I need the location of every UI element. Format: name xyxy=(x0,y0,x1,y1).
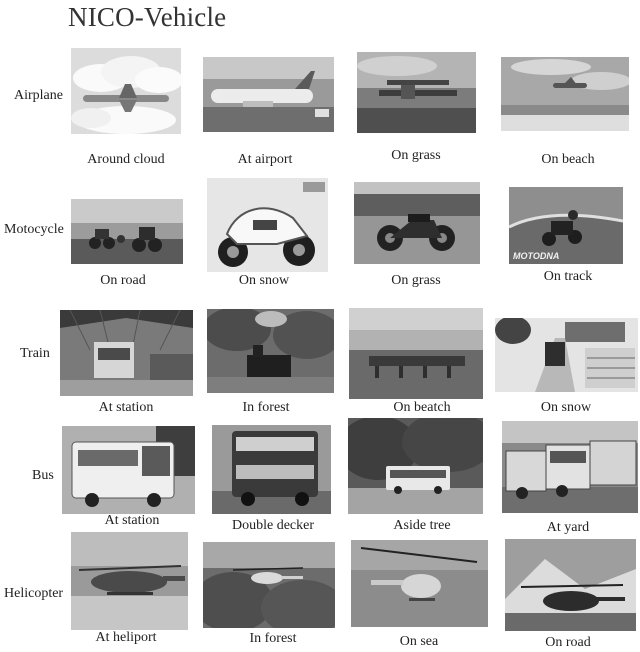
caption-airplane-on-grass: On grass xyxy=(391,148,441,163)
photo-train-in-forest xyxy=(207,309,334,393)
photo-train-on-beatch xyxy=(349,308,483,399)
caption-helicopter-on-sea: On sea xyxy=(399,634,439,649)
photo-helicopter-on-sea xyxy=(351,540,488,627)
caption-motocycle-on-track: On track xyxy=(543,269,593,284)
photo-helicopter-at-heliport xyxy=(71,532,188,630)
caption-airplane-at-airport: At airport xyxy=(237,152,293,167)
photo-bus-aside-tree xyxy=(348,418,483,514)
photo-motocycle-on-road xyxy=(71,199,183,264)
caption-motocycle-on-road: On road xyxy=(100,273,146,288)
caption-motocycle-on-snow: On snow xyxy=(238,273,290,288)
caption-bus-aside-tree: Aside tree xyxy=(393,518,451,533)
photo-airplane-around-cloud xyxy=(71,48,181,134)
caption-train-in-forest: In forest xyxy=(242,400,290,415)
photo-motocycle-on-snow xyxy=(207,178,328,272)
photo-bus-at-station xyxy=(62,426,195,514)
caption-bus-double-decker: Double decker xyxy=(231,518,315,533)
photo-airplane-at-airport xyxy=(203,57,334,132)
photo-motocycle-on-grass xyxy=(354,182,480,264)
caption-airplane-on-beach: On beach xyxy=(541,152,595,167)
caption-train-on-beatch: On beatch xyxy=(393,400,451,415)
caption-helicopter-on-road: On road xyxy=(545,635,591,650)
track-watermark: MOTODNA xyxy=(513,251,560,261)
figure-title: NICO-Vehicle xyxy=(68,2,227,32)
photo-helicopter-in-forest xyxy=(203,542,335,628)
photo-train-on-snow xyxy=(495,318,638,392)
photo-airplane-on-beach xyxy=(501,57,629,131)
photo-motocycle-on-track xyxy=(509,187,623,264)
row-label-helicopter: Helicopter xyxy=(4,586,64,601)
caption-motocycle-on-grass: On grass xyxy=(391,273,441,288)
caption-train-at-station: At station xyxy=(98,400,154,415)
caption-bus-at-yard: At yard xyxy=(546,520,590,535)
row-label-bus: Bus xyxy=(32,468,54,483)
row-label-motocycle: Motocycle xyxy=(4,222,64,237)
photo-train-at-station xyxy=(60,310,193,396)
caption-helicopter-in-forest: In forest xyxy=(249,631,297,646)
caption-airplane-around-cloud: Around cloud xyxy=(87,152,165,167)
photo-bus-double-decker xyxy=(212,425,331,514)
caption-helicopter-at-heliport: At heliport xyxy=(95,630,157,645)
photo-bus-at-yard xyxy=(502,421,638,513)
row-label-train: Train xyxy=(20,346,50,361)
photo-airplane-on-grass xyxy=(357,52,476,133)
row-label-airplane: Airplane xyxy=(14,88,63,103)
photo-helicopter-on-road xyxy=(505,539,636,631)
caption-train-on-snow: On snow xyxy=(540,400,592,415)
caption-bus-at-station: At station xyxy=(104,513,160,528)
